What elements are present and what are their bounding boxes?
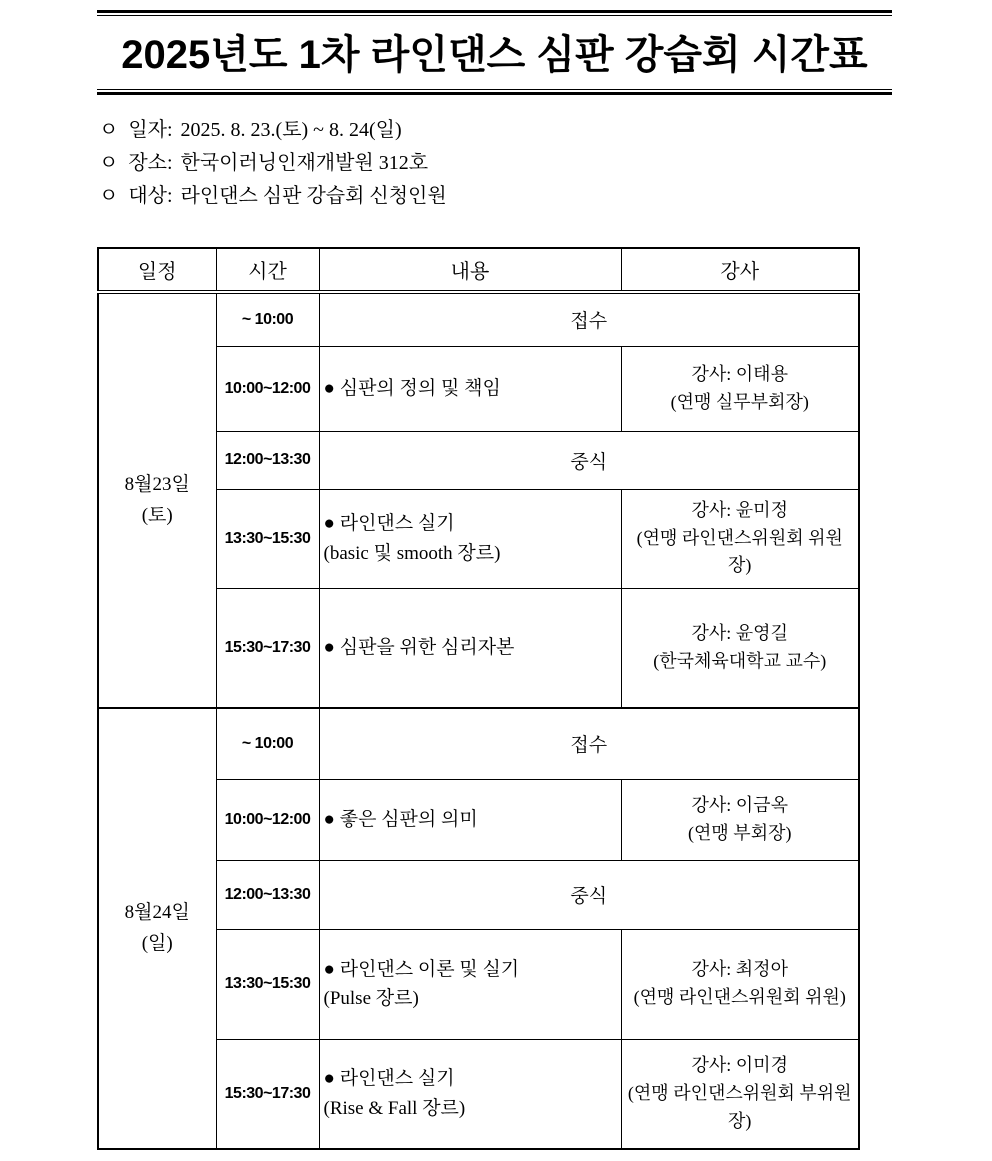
instructor-title: (연맹 라인댄스위원회 위원): [633, 987, 846, 1007]
time-cell: ~ 10:00: [216, 708, 319, 779]
instructor-cell: [621, 588, 859, 708]
info-item-date: [99, 114, 447, 147]
time-cell: 12:00~13:30: [216, 431, 319, 489]
content-line: (basic 및 smooth 장르): [323, 542, 501, 564]
info-value: 라인댄스 심판 강습회 신청인원: [180, 185, 447, 207]
info-label: 대상:: [128, 185, 173, 207]
content-line: ● 라인댄스 실기: [323, 1068, 455, 1090]
span-cell: 접수: [319, 708, 859, 779]
info-value: 한국이러닝인재개발원 312호: [180, 152, 429, 174]
day-cell: [98, 708, 216, 1149]
instructor-title: (연맹 부회장): [688, 822, 792, 843]
info-value: 2025. 8. 23.(토) ~ 8. 24(일): [180, 119, 402, 141]
info-item-target: [99, 180, 447, 213]
title-banner-inner: [97, 15, 892, 90]
day-date: 8월24일: [124, 902, 190, 924]
content-line: ● 심판을 위한 심리자본: [323, 637, 515, 659]
content-cell: [319, 346, 621, 431]
table-row: [98, 708, 859, 779]
content-line: ● 심판의 정의 및 책임: [323, 377, 501, 399]
time-cell: 10:00~12:00: [216, 779, 319, 860]
info-label: 일자:: [128, 119, 173, 141]
content-line: ● 좋은 심판의 의미: [323, 808, 478, 830]
instructor-name: 강사: 최정아: [691, 959, 788, 980]
schedule-table: [97, 247, 860, 1150]
content-line: ● 라인댄스 이론 및 실기: [323, 958, 520, 980]
instructor-name: 강사: 이금옥: [691, 794, 788, 815]
instructor-name: 강사: 윤영길: [691, 622, 788, 643]
content-line: (Pulse 장르): [323, 988, 419, 1009]
info-item-place: [99, 147, 447, 180]
time-cell: 10:00~12:00: [216, 346, 319, 431]
instructor-title: (한국체육대학교 교수): [653, 650, 827, 671]
day-of-week: (토): [141, 504, 173, 526]
day-of-week: (일): [141, 932, 173, 954]
instructor-title: (연맹 실무부회장): [670, 391, 809, 412]
time-cell: 15:30~17:30: [216, 588, 319, 708]
day-date: 8월23일: [124, 474, 190, 496]
content-line: (Rise & Fall 장르): [323, 1097, 466, 1119]
header-content: 내용: [319, 248, 621, 292]
table-row: [98, 292, 859, 346]
time-cell: 13:30~15:30: [216, 489, 319, 588]
time-cell: 13:30~15:30: [216, 929, 319, 1039]
instructor-cell: [621, 1039, 859, 1149]
span-cell: 중식: [319, 431, 859, 489]
span-cell: 접수: [319, 292, 859, 346]
instructor-name: 강사: 윤미정: [691, 499, 788, 520]
content-cell: [319, 588, 621, 708]
header-time: 시간: [216, 248, 319, 292]
instructor-cell: [621, 929, 859, 1039]
instructor-cell: [621, 489, 859, 588]
event-info-list: [99, 114, 447, 213]
instructor-name: 강사: 이태용: [691, 363, 788, 384]
circle-bullet-icon: ㅇ: [99, 185, 119, 207]
circle-bullet-icon: ㅇ: [99, 152, 119, 174]
header-schedule: 일정: [98, 248, 216, 292]
day-cell: [98, 292, 216, 708]
content-cell: [319, 1039, 621, 1149]
instructor-cell: [621, 346, 859, 431]
time-cell: ~ 10:00: [216, 292, 319, 346]
circle-bullet-icon: ㅇ: [99, 119, 119, 141]
time-cell: 15:30~17:30: [216, 1039, 319, 1149]
content-cell: [319, 779, 621, 860]
info-label: 장소:: [128, 152, 173, 174]
page-title: 2025년도 1차 라인댄스 심판 강습회 시간표: [121, 33, 868, 77]
instructor-name: 강사: 이미경: [691, 1054, 788, 1075]
header-instructor: 강사: [621, 248, 859, 292]
table-header-row: [98, 248, 859, 292]
instructor-title: (연맹 라인댄스위원회 위원장): [636, 527, 843, 576]
instructor-title: (연맹 라인댄스위원회 부위원장): [627, 1082, 852, 1131]
time-cell: 12:00~13:30: [216, 860, 319, 929]
title-banner: [97, 10, 892, 95]
content-cell: [319, 489, 621, 588]
instructor-cell: [621, 779, 859, 860]
content-line: ● 라인댄스 실기: [323, 513, 455, 535]
span-cell: 중식: [319, 860, 859, 929]
content-cell: [319, 929, 621, 1039]
